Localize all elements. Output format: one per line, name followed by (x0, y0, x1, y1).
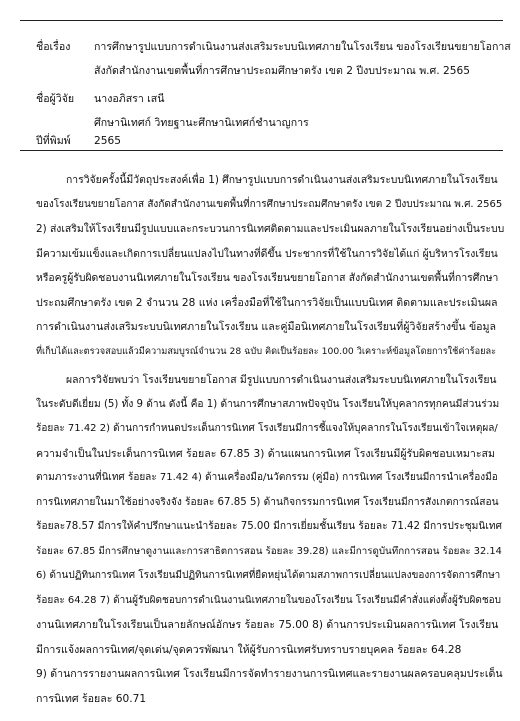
year-label: ปีที่พิมพ์ (36, 135, 71, 147)
paragraph-line: 2) ส่งเสริมให้โรงเรียนมีรูปแบบและกระบวนการนิเทศติดตามและประเมินผลภายในโรงเรียนอย่างเป็นระบบ (36, 223, 504, 235)
paragraph-line: การวิจัยครั้งนี้มีวัตถุประสงค์เพื่อ 1) ศึกษารูปแบบการดำเนินงานส่งเสริมระบบนิเทศภายในโรงเรียน (66, 174, 498, 186)
title-label: ชื่อเรื่อง (36, 41, 71, 53)
paragraph-line: หรือครูผู้รับผิดชอบงานนิเทศภายในโรงเรียน ของโรงเรียนขยายโอกาส สังกัดสำนักงานเขตพื้นที่การศึกษา (36, 272, 499, 284)
paragraph-line: ในระดับดีเยี่ยม (5) ทั้ง 9 ด้าน ดังนี้ คือ 1) ด้านการศึกษาสภาพปัจจุบัน โรงเรียนให้บุคลากรทุกคนมีส่วนร่วม (36, 398, 500, 410)
paragraph-line: ผลการวิจัยพบว่า โรงเรียนขยายโอกาส มีรูปแบบการดำเนินงานส่งเสริมระบบนิเทศภายในโรงเรียน (66, 374, 497, 386)
paragraph-line: การดำเนินงานส่งเสริมระบบนิเทศภายในโรงเรียน และคู่มือนิเทศภายในโรงเรียนที่ผู้วิจัยสร้างขึ้น ข้อมูล (36, 321, 497, 333)
paragraph-line: ร้อยละ78.57 มีการให้คำปรึกษาแนะนำร้อยละ 75.00 มีการเยี่ยมชั้นเรียน ร้อยละ 71.42 มีการประชุมนิเทศ (36, 521, 502, 532)
paragraph-line: ตามภาระงานที่นิเทศ ร้อยละ 71.42 4) ด้านเครื่องมือ/นวัตกรรม (คู่มือ) การนิเทศ โรงเรียนมีการนำเครื่องมือ (36, 472, 498, 483)
paragraph-line: 9) ด้านการรายงานผลการนิเทศ โรงเรียนมีการจัดทำรายงานการนิเทศและรายงานผลครอบคลุมประเด็น (36, 668, 503, 680)
top-rule (20, 20, 503, 21)
paragraph-line: มีการแจ้งผลการนิเทศ/จุดเด่น/จุดควรพัฒนา ให้ผู้รับการนิเทศรับทราบรายบุคคล ร้อยละ 64.28 (36, 643, 462, 656)
paragraph-line: 6) ด้านปฏิทินการนิเทศ โรงเรียนมีปฏิทินการนิเทศที่ยืดหยุ่นได้ตามสภาพการเปลี่ยนแปลงของการจัดการศึกษา (36, 570, 501, 581)
abstract-paragraph-2 (36, 368, 504, 711)
paragraph-line: ร้อยละ 67.85 มีการศึกษาดูงานและการสาธิตการสอน ร้อยละ 39.28) และมีการดูบันทึกการสอน ร้อยละ 32.14 (36, 545, 502, 557)
title-line-2: สังกัดสำนักงานเขตพื้นที่การศึกษาประถมศึกษาตรัง เขต 2 ปีงบประมาณ พ.ศ. 2565 (94, 65, 470, 77)
paragraph-line: ที่เก็บได้และตรวจสอบแล้วมีความสมบูรณ์จำนวน 28 ฉบับ คิดเป็นร้อยละ 100.00 วิเคราะห์ข้อมูลโดยการใช้ค่าร้อยละ (36, 345, 497, 357)
researcher-position: ศึกษานิเทศก์ วิทยฐานะศึกษานิเทศก์ชำนาญการ (94, 117, 309, 129)
paragraph-line: การนิเทศ ร้อยละ 60.71 (36, 692, 147, 705)
paragraph-line: ของโรงเรียนขยายโอกาส สังกัดสำนักงานเขตพื้นที่การศึกษาประถมศึกษาตรัง เขต 2 ปีงบประมาณ พ.ศ. 2565 (36, 198, 503, 210)
abstract-paragraph-1 (36, 168, 504, 364)
paragraph-line: มีความเข้มแข็งและเกิดการเปลี่ยนแปลงไปในทางที่ดีขึ้น ประชากรที่ใช้ในการวิจัยได้แก่ ผู้บริหารโรงเรียน (36, 247, 498, 260)
researcher-label: ชื่อผู้วิจัย (36, 93, 75, 105)
paragraph-line: งานนิเทศภายในโรงเรียนเป็นลายลักษณ์อักษร ร้อยละ 75.00 8) ด้านการประเมินผลการนิเทศ โรงเรียน (36, 619, 499, 631)
researcher-name: นางอภิสรา เสนี (94, 93, 165, 105)
meta-divider (20, 150, 503, 151)
paragraph-line: ประถมศึกษาตรัง เขต 2 จำนวน 28 แห่ง เครื่องมือที่ใช้ในการวิจัยเป็นแบบนิเทศ ติดตามและประเมินผล (36, 296, 498, 309)
year-value: 2565 (94, 135, 121, 147)
paragraph-line: ความจำเป็นในประเด็นการนิเทศ ร้อยละ 67.85 3) ด้านแผนการนิเทศ โรงเรียนมีผู้รับผิดชอบเหมาะสม (36, 447, 496, 460)
paragraph-line: ร้อยละ 64.28 7) ด้านผู้รับผิดชอบการดำเนินงานนิเทศภายในของโรงเรียน โรงเรียนมีคำสั่งแต่งตั้งผู้รับผิดชอบ (36, 594, 502, 606)
paragraph-line: ร้อยละ 71.42 2) ด้านการกำหนดประเด็นการนิเทศ โรงเรียนมีการชี้แจงให้บุคลากรในโรงเรียนเข้าใจเหตุผล/ (36, 423, 498, 434)
title-line-1: การศึกษารูปแบบการดำเนินงานส่งเสริมระบบนิเทศภายในโรงเรียน ของโรงเรียนขยายโอกาส (94, 41, 511, 53)
paragraph-line: การนิเทศภายในมาใช้อย่างจริงจัง ร้อยละ 67.85 5) ด้านกิจกรรมการนิเทศ โรงเรียนมีการสังเกตการณ์สอน (36, 496, 499, 508)
